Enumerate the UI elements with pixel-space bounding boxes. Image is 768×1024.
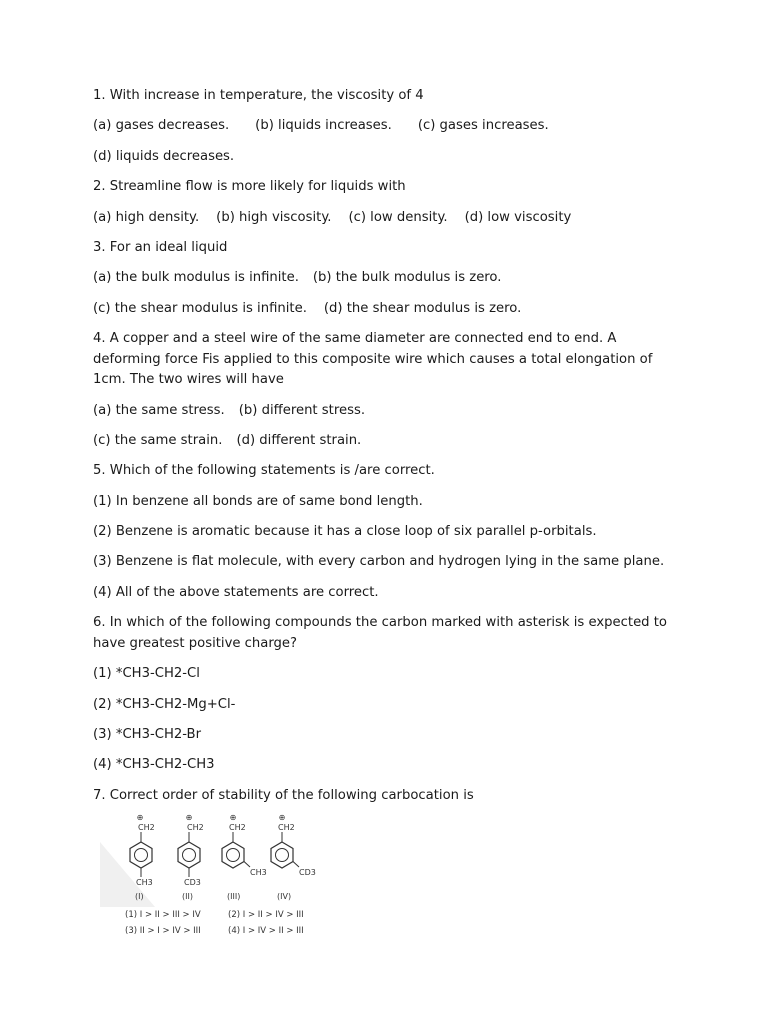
aromatic-circle <box>135 849 148 862</box>
q5-option-2: (2) Benzene is aromatic because it has a close loop of six parallel p-orbitals. <box>93 524 597 540</box>
structure-4-label: (IV) <box>277 892 292 901</box>
plus-charge-icon: ⊕ <box>136 813 144 822</box>
q4-options-row-1 <box>93 401 693 422</box>
q4-stem: 4. A copper and a steel wire of the same diameter are connected end to end. A deforming force Fis applied to this composite wire which causes a total elongation of 1cm. The two wires will have <box>93 331 653 388</box>
q4-option-d: (d) different strain. <box>236 432 362 448</box>
structure-3 <box>222 813 267 901</box>
aromatic-circle <box>276 849 289 862</box>
q5-option-1: (1) In benzene all bonds are of same bond length. <box>93 493 423 509</box>
structure-1-top-group: CH2 <box>138 823 155 832</box>
structure-4-top-group: CH2 <box>278 823 295 832</box>
q2-option-a: (a) high density. <box>93 209 200 225</box>
benzene-ring-icon <box>130 842 152 868</box>
question-sheet <box>93 86 693 806</box>
carbocation-structures-figure <box>100 812 330 942</box>
q2-options-row <box>93 208 693 229</box>
q4-option-a: (a) the same stress. <box>93 402 225 418</box>
structure-4 <box>271 813 316 901</box>
q4-option-c: (c) the same strain. <box>93 432 223 448</box>
q4-option-b: (b) different stress. <box>238 402 366 418</box>
q3-option-d: (d) the shear modulus is zero. <box>323 300 522 316</box>
q3-option-a: (a) the bulk modulus is infinite. <box>93 270 299 286</box>
q6-option-4: (4) *CH3-CH2-CH3 <box>93 757 215 773</box>
q7-stem: 7. Correct order of stability of the following carbocation is <box>93 787 474 803</box>
q2-option-d: (d) low viscosity <box>464 209 572 225</box>
bond <box>293 862 299 868</box>
benzene-ring-icon <box>222 842 244 868</box>
q1-option-b: (b) liquids increases. <box>255 118 392 134</box>
plus-charge-icon: ⊕ <box>229 813 237 822</box>
q7-option-3: (3) II > I > IV > III <box>125 926 201 936</box>
q6-stem: 6. In which of the following compounds the carbon marked with asterisk is expected to have greatest positive charge? <box>93 615 667 651</box>
structure-3-label: (III) <box>227 892 241 901</box>
plus-charge-icon: ⊕ <box>278 813 286 822</box>
q6-option-1: (1) *CH3-CH2-Cl <box>93 666 200 682</box>
structure-2-label: (II) <box>182 892 193 901</box>
aromatic-circle <box>183 849 196 862</box>
q6-option-2: (2) *CH3-CH2-Mg+Cl- <box>93 696 236 712</box>
q1-option-c: (c) gases increases. <box>417 118 549 134</box>
q3-option-b: (b) the bulk modulus is zero. <box>312 270 502 286</box>
q4-options-row-2 <box>93 431 693 452</box>
q1-option-d: (d) liquids decreases. <box>93 148 235 164</box>
q7-option-1: (1) I > II > III > IV <box>125 910 201 920</box>
q2-option-b: (b) high viscosity. <box>216 209 332 225</box>
structure-3-top-group: CH2 <box>229 823 246 832</box>
benzene-ring-icon <box>178 842 200 868</box>
q5-option-4: (4) All of the above statements are correct. <box>93 584 379 600</box>
structure-2-substituent: CD3 <box>184 878 201 887</box>
structure-2-top-group: CH2 <box>187 823 204 832</box>
structure-1-label: (I) <box>135 892 144 901</box>
q3-options-row-1 <box>93 268 693 289</box>
structure-1-substituent: CH3 <box>136 878 153 887</box>
q2-option-c: (c) low density. <box>348 209 448 225</box>
q5-stem: 5. Which of the following statements is /are correct. <box>93 463 435 479</box>
q3-options-row-2 <box>93 299 693 320</box>
carbocation-structures-svg <box>100 812 330 942</box>
aromatic-circle <box>227 849 240 862</box>
plus-charge-icon: ⊕ <box>185 813 193 822</box>
q3-stem: 3. For an ideal liquid <box>93 239 228 255</box>
q5-option-3: (3) Benzene is flat molecule, with every carbon and hydrogen lying in the same plane. <box>93 554 665 570</box>
bond <box>244 862 250 868</box>
structure-4-substituent: CD3 <box>299 868 316 877</box>
structure-3-substituent: CH3 <box>250 868 267 877</box>
q1-stem: 1. With increase in temperature, the viscosity of 4 <box>93 88 424 103</box>
q1-options-row <box>93 116 693 137</box>
q2-stem: 2. Streamline flow is more likely for liquids with <box>93 179 406 195</box>
q6-option-3: (3) *CH3-CH2-Br <box>93 726 202 742</box>
benzene-ring-icon <box>271 842 293 868</box>
q3-option-c: (c) the shear modulus is infinite. <box>93 300 307 316</box>
q7-option-4: (4) I > IV > II > III <box>228 926 304 936</box>
structure-2 <box>178 813 204 901</box>
q1-option-a: (a) gases decreases. <box>93 118 230 134</box>
q7-option-2: (2) I > II > IV > III <box>228 910 304 920</box>
